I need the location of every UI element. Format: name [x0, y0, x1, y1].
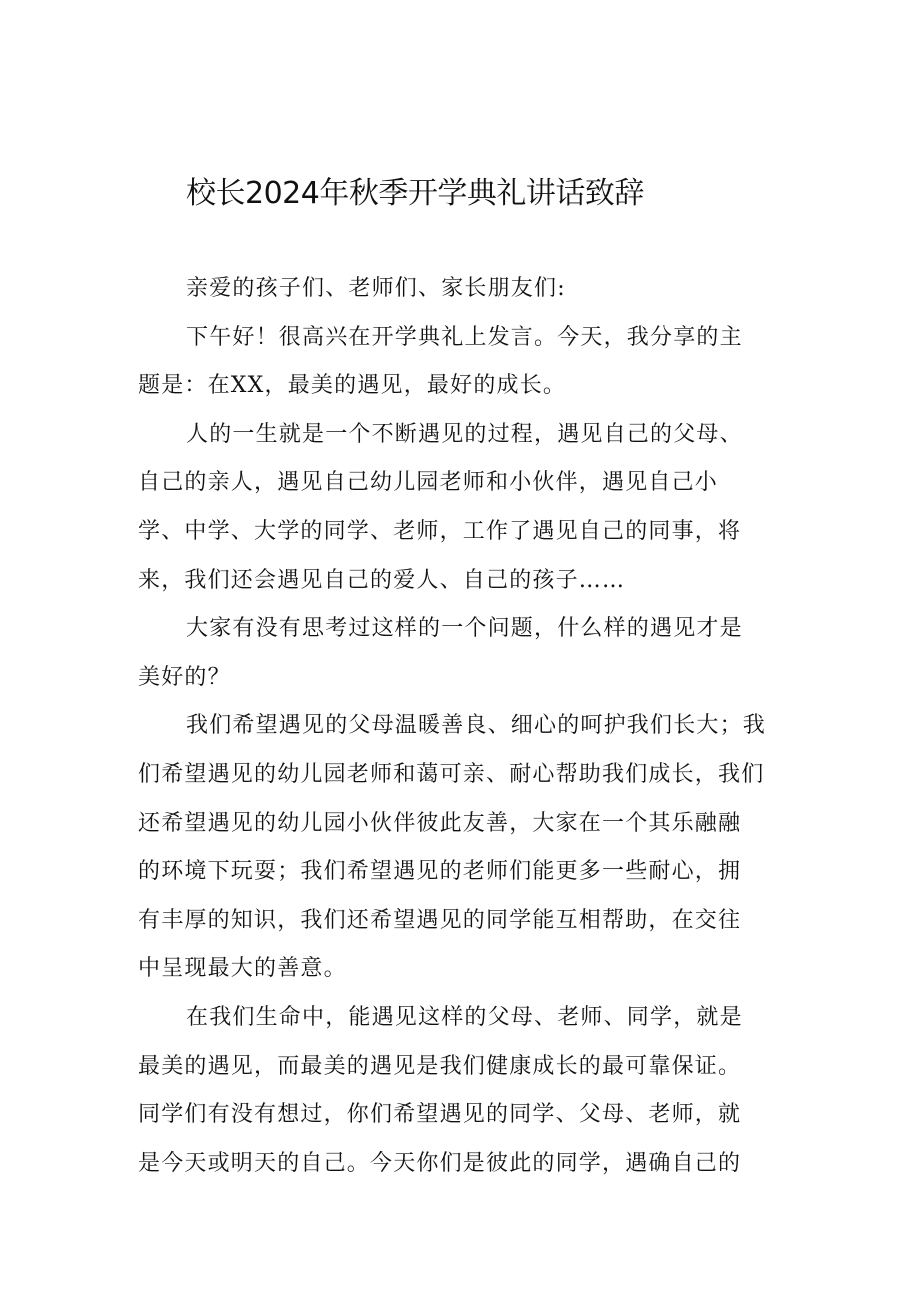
text-line: 最美的遇见，而最美的遇见是我们健康成长的最可靠保证。 — [138, 1053, 742, 1079]
text-line: 的环境下玩耍；我们希望遇见的老师们能更多一些耐心，拥 — [138, 859, 742, 885]
text-line: 下午好！很高兴在开学典礼上发言。今天，我分享的主 — [186, 324, 743, 350]
paragraph-opening — [138, 314, 788, 411]
paragraph-greeting — [138, 265, 788, 314]
paragraph-best-encounter — [138, 994, 788, 1188]
text-line: 亲爱的孩子们、老师们、家长朋友们: — [186, 276, 566, 301]
text-line: 有丰厚的知识，我们还希望遇见的同学能互相帮助，在交往 — [138, 907, 742, 933]
text-line: 美好的？ — [138, 664, 231, 690]
text-line: 我们希望遇见的父母温暖善良、细心的呵护我们长大；我 — [186, 713, 767, 739]
document-title: 校长2024年秋季开学典礼讲话致辞 — [186, 176, 644, 211]
paragraph-hopes — [138, 702, 788, 994]
text-line: 同学们有没有想过，你们希望遇见的同学、父母、老师，就 — [138, 1102, 742, 1128]
text-line: 学、中学、大学的同学、老师，工作了遇见自己的同事，将 — [138, 518, 742, 544]
text-line: 在我们生命中，能遇见这样的父母、老师、同学，就是 — [186, 1004, 743, 1030]
text-line: 大家有没有思考过这样的一个问题，什么样的遇见才是 — [186, 616, 743, 642]
document-body — [138, 265, 788, 1188]
text-line: 自己的亲人，遇见自己幼儿园老师和小伙伴，遇见自己小 — [138, 470, 719, 496]
paragraph-life-encounters — [138, 411, 788, 605]
text-line: 题是：在XX，最美的遇见，最好的成长。 — [138, 373, 567, 399]
text-line: 们希望遇见的幼儿园老师和蔼可亲、耐心帮助我们成长，我们 — [138, 761, 765, 787]
text-line: 是今天或明天的自己。今天你们是彼此的同学，遇确自己的 — [138, 1150, 742, 1176]
paragraph-question — [138, 605, 788, 702]
text-line: 人的一生就是一个不断遇见的过程，遇见自己的父母、 — [186, 421, 743, 447]
text-line: 来，我们还会遇见自己的爱人、自己的孩子…… — [138, 567, 626, 593]
text-line: 还希望遇见的幼儿园小伙伴彼此友善，大家在一个其乐融融 — [138, 810, 742, 836]
text-line: 中呈现最大的善意。 — [138, 956, 347, 982]
